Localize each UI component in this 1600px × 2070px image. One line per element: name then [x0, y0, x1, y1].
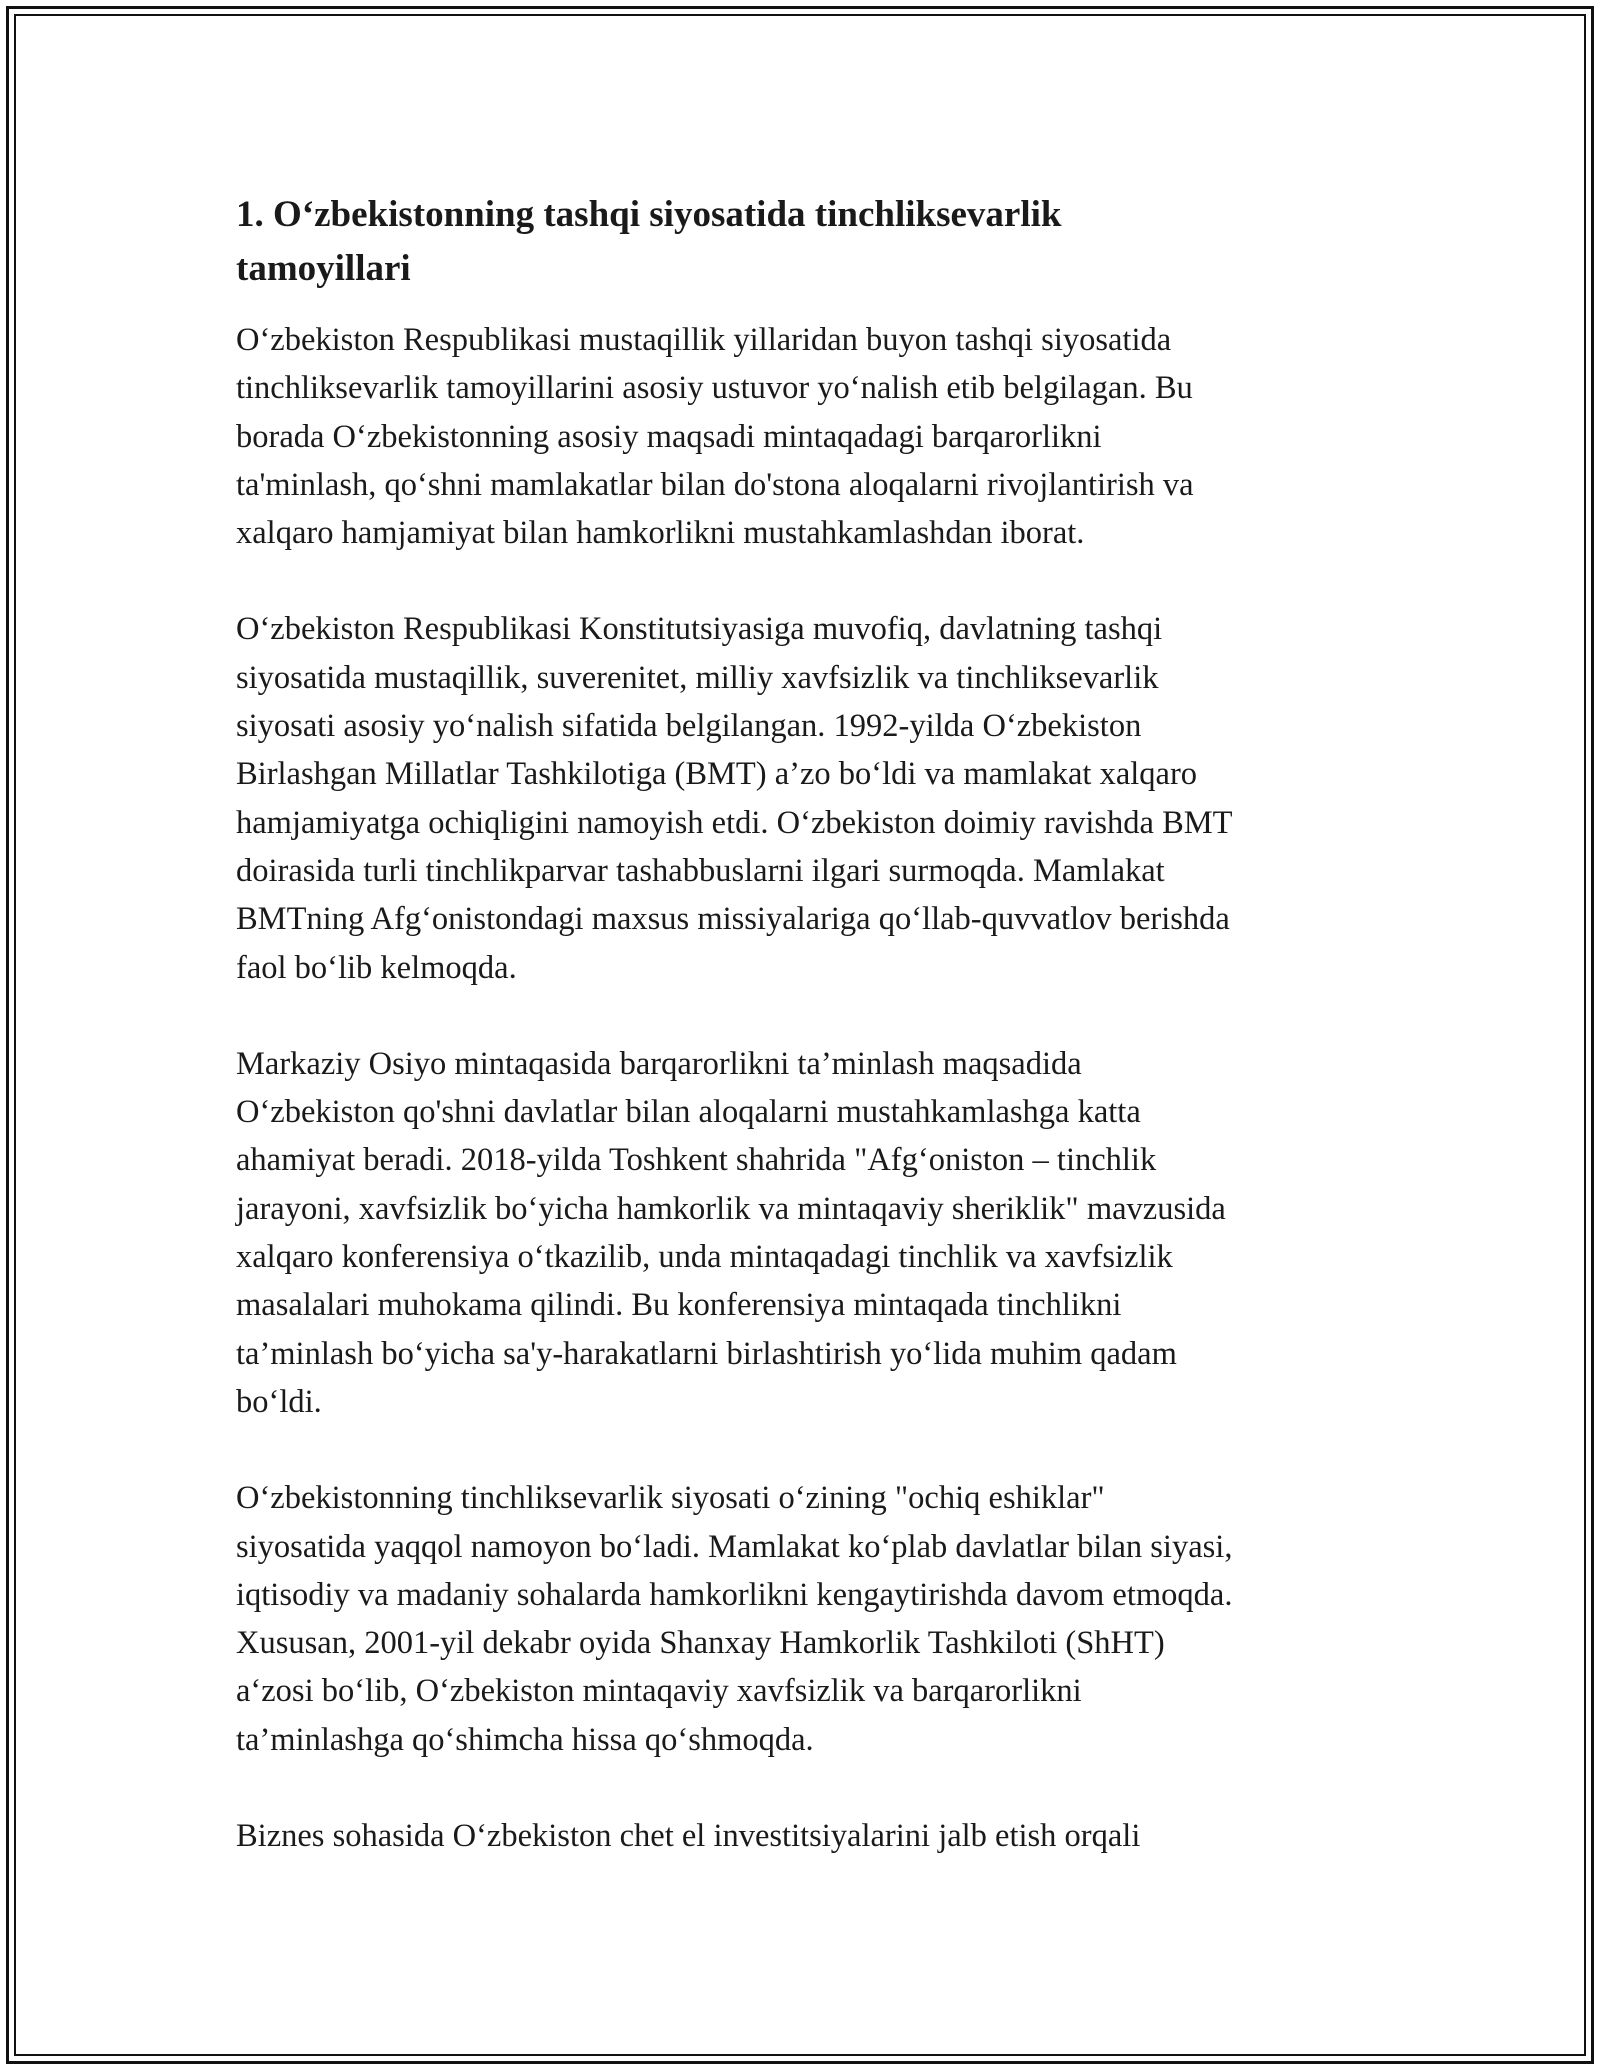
text-line: O‘zbekiston qo'shni davlatlar bilan aloqalarni mustahkamlashga katta [236, 1094, 1141, 1131]
text-line: ta'minlash, qo‘shni mamlakatlar bilan do'stona aloqalarni rivojlantirish va [236, 466, 1194, 503]
text-line: tinchliksevarlik tamoyillarini asosiy ustuvor yo‘nalish etib belgilagan. Bu [236, 370, 1193, 407]
section-title-line: tamoyillari [236, 248, 411, 289]
text-line: ta’minlash bo‘yicha sa'y-harakatlarni birlashtirish yo‘lida muhim qadam [236, 1335, 1177, 1372]
text-line: BMTning Afg‘onistondagi maxsus missiyalariga qo‘llab-quvvatlov berishda [236, 901, 1230, 938]
text-line: siyosatida mustaqillik, suverenitet, milliy xavfsizlik va tinchliksevarlik [236, 659, 1159, 696]
text-line: Biznes sohasida O‘zbekiston chet el investitsiyalarini jalb etish orqali [236, 1818, 1141, 1855]
text-line: O‘zbekiston Respublikasi Konstitutsiyasiga muvofiq, davlatning tashqi [236, 611, 1163, 648]
text-line: borada O‘zbekistonning asosiy maqsadi mintaqadagi barqarorlikni [236, 418, 1102, 455]
text-line: Birlashgan Millatlar Tashkilotiga (BMT) a’zo bo‘ldi va mamlakat xalqaro [236, 756, 1198, 793]
section-title-line: 1. O‘zbekistonning tashqi siyosatida tinchliksevarlik [236, 194, 1062, 235]
text-line: O‘zbekiston Respublikasi mustaqillik yillaridan buyon tashqi siyosatida [236, 322, 1172, 358]
text-line: ahamiyat beradi. 2018-yilda Toshkent shahrida "Afg‘oniston – tinchlik [236, 1142, 1157, 1179]
text-line: hamjamiyatga ochiqligini namoyish etdi. O‘zbekiston doimiy ravishda BMT [236, 804, 1233, 841]
text-line: Xususan, 2001-yil dekabr oyida Shanxay Hamkorlik Tashkiloti (ShHT) [236, 1625, 1165, 1662]
text-line: xalqaro hamjamiyat bilan hamkorlikni mustahkamlashdan iborat. [236, 515, 1085, 552]
text-line: siyosatida yaqqol namoyon bo‘ladi. Mamlakat ko‘plab davlatlar bilan siyasi, [236, 1528, 1233, 1565]
paragraph-1 [236, 316, 1366, 557]
text-line: siyosati asosiy yo‘nalish sifatida belgilangan. 1992-yilda O‘zbekiston [236, 708, 1142, 745]
paragraph-2 [236, 605, 1366, 991]
text-line: masalalari muhokama qilindi. Bu konferensiya mintaqada tinchlikni [236, 1287, 1122, 1324]
text-line: xalqaro konferensiya o‘tkazilib, unda mintaqadagi tinchlik va xavfsizlik [236, 1239, 1173, 1276]
text-line: a‘zosi bo‘lib, O‘zbekiston mintaqaviy xavfsizlik va barqarorlikni [236, 1673, 1082, 1710]
text-line: iqtisodiy va madaniy sohalarda hamkorlikni kengaytirishda davom etmoqda. [236, 1576, 1233, 1613]
document-body [236, 188, 1366, 1908]
section-title [236, 188, 1366, 296]
text-line: O‘zbekistonning tinchliksevarlik siyosati o‘zining "ochiq eshiklar" [236, 1480, 1105, 1517]
text-line: ta’minlashga qo‘shimcha hissa qo‘shmoqda. [236, 1721, 814, 1758]
text-line: faol bo‘lib kelmoqda. [236, 949, 517, 986]
text-line: Markaziy Osiyo mintaqasida barqarorlikni ta’minlash maqsadida [236, 1045, 1082, 1082]
text-line: doirasida turli tinchlikparvar tashabbuslarni ilgari surmoqda. Mamlakat [236, 852, 1165, 889]
text-line: bo‘ldi. [236, 1383, 322, 1420]
paragraph-3 [236, 1040, 1366, 1426]
text-line: jarayoni, xavfsizlik bo‘yicha hamkorlik va mintaqaviy sheriklik" mavzusida [236, 1190, 1226, 1227]
paragraph-4 [236, 1474, 1366, 1764]
paragraph-5 [236, 1812, 1366, 1860]
